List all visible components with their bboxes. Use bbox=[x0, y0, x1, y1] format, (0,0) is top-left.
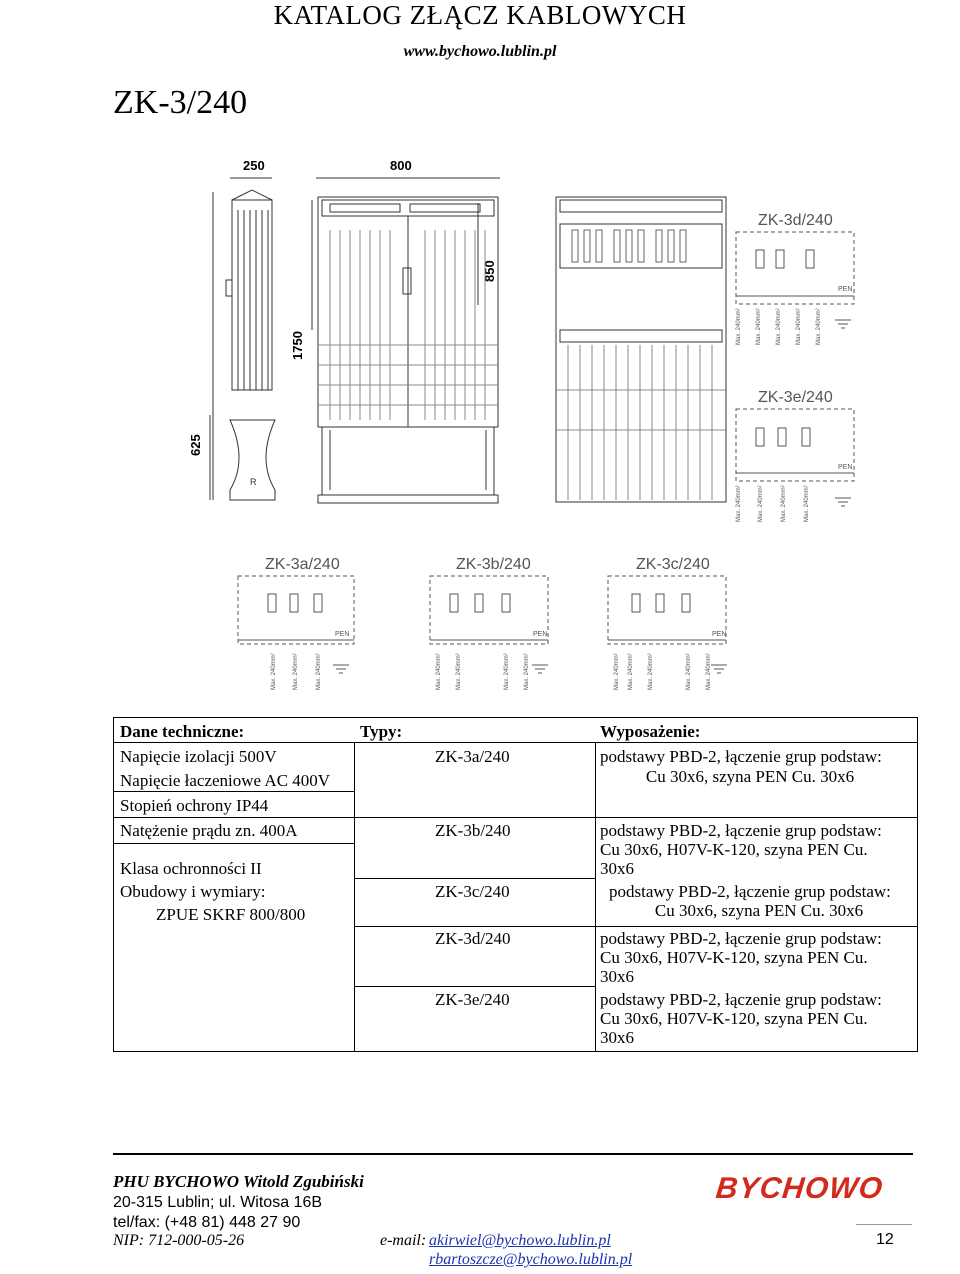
cable-label: Max. 240mm² bbox=[456, 653, 462, 690]
pen-label-c: PEN bbox=[712, 631, 727, 638]
equip-line: Cu 30x6, szyna PEN Cu. 30x6 bbox=[654, 901, 864, 920]
cable-label: Max. 240mm² bbox=[736, 308, 742, 345]
front-view bbox=[318, 197, 498, 503]
schematic-frame-d bbox=[736, 232, 854, 304]
cable-label: Max. 240mm² bbox=[776, 308, 782, 345]
cable-label: Max. 240mm² bbox=[804, 485, 810, 522]
equip-line: podstawy PBD-2, łączenie grup podstaw: bbox=[600, 929, 882, 948]
cable-label: Max. 240mm² bbox=[706, 653, 712, 690]
equip-line: Cu 30x6, H07V-K-120, szyna PEN Cu. bbox=[600, 1009, 868, 1028]
footer-address: 20-315 Lublin; ul. Witosa 16B bbox=[113, 1194, 323, 1211]
schematic-title-b: ZK-3b/240 bbox=[456, 556, 531, 573]
cable-label: Max. 240mm² bbox=[816, 308, 822, 345]
dim-door-height: 850 bbox=[482, 260, 497, 282]
header-url[interactable]: www.bychowo.lublin.pl bbox=[403, 43, 557, 60]
equip-line: Cu 30x6, H07V-K-120, szyna PEN Cu. bbox=[600, 840, 868, 859]
schematic-frame-b bbox=[430, 576, 548, 644]
product-title: ZK-3/240 bbox=[113, 84, 248, 121]
inside-view bbox=[556, 197, 726, 502]
schematic-frame-c bbox=[608, 576, 726, 644]
header-equipment: Wyposażenie: bbox=[600, 722, 701, 741]
schematic-title-a: ZK-3a/240 bbox=[265, 556, 340, 573]
cable-label: Max. 240mm² bbox=[756, 308, 762, 345]
type-item: ZK-3c/240 bbox=[435, 882, 510, 901]
dim-width-front: 800 bbox=[390, 158, 412, 173]
equip-line: podstawy PBD-2, łączenie grup podstaw: bbox=[609, 882, 891, 901]
footer-company: PHU BYCHOWO Witold Zgubiński bbox=[113, 1172, 364, 1191]
technical-data-table bbox=[113, 717, 918, 1052]
cable-label: Max. 240mm² bbox=[614, 653, 620, 690]
equip-line: podstawy PBD-2, łączenie grup podstaw: bbox=[600, 990, 882, 1009]
tech-item: Stopień ochrony IP44 bbox=[120, 796, 269, 815]
tech-item: Natężenie prądu zn. 400A bbox=[120, 821, 298, 840]
cable-label: Max. 240mm² bbox=[758, 485, 764, 522]
cable-label: Max. 240mm² bbox=[781, 485, 787, 522]
pen-label-e: PEN bbox=[838, 464, 853, 471]
equip-line: Cu 30x6, szyna PEN Cu. 30x6 bbox=[645, 767, 855, 786]
tech-item: Obudowy i wymiary: bbox=[120, 882, 266, 901]
equip-line: Cu 30x6, H07V-K-120, szyna PEN Cu. bbox=[600, 948, 868, 967]
footer-email-link-2[interactable]: rbartoszcze@bychowo.lublin.pl bbox=[429, 1251, 633, 1268]
pen-label-a: PEN bbox=[335, 631, 350, 638]
equip-line: 30x6 bbox=[600, 1028, 634, 1047]
cable-label: Max. 240mm² bbox=[436, 653, 442, 690]
dim-base-height: 625 bbox=[188, 434, 203, 456]
dim-total-height: 1750 bbox=[290, 331, 305, 360]
equip-line: podstawy PBD-2, łączenie grup podstaw: bbox=[600, 747, 882, 766]
bychowo-logo: BYCHOWO bbox=[714, 1172, 885, 1205]
tech-item: ZPUE SKRF 800/800 bbox=[156, 905, 306, 924]
footer-nip: NIP: 712-000-05-26 bbox=[113, 1232, 245, 1249]
cable-label: Max. 240mm² bbox=[504, 653, 510, 690]
footer-email-link-1[interactable]: akirwiel@bychowo.lublin.pl bbox=[429, 1232, 611, 1249]
footer-phone: tel/fax: (+48 81) 448 27 90 bbox=[113, 1214, 301, 1231]
pen-label-d: PEN bbox=[838, 286, 853, 293]
footer-email-label: e-mail: bbox=[380, 1232, 427, 1249]
tech-item: Napięcie łaczeniowe AC 400V bbox=[120, 771, 331, 790]
dim-width-side: 250 bbox=[243, 158, 265, 173]
header-types: Typy: bbox=[360, 722, 403, 741]
cable-label: Max. 240mm² bbox=[686, 653, 692, 690]
equip-line: 30x6 bbox=[600, 859, 634, 878]
schematic-title-e: ZK-3e/240 bbox=[758, 389, 833, 406]
schematic-title-c: ZK-3c/240 bbox=[636, 556, 710, 573]
cable-label: Max. 240mm² bbox=[736, 485, 742, 522]
header-tech-data: Dane techniczne: bbox=[120, 722, 245, 741]
cable-label: Max. 240mm² bbox=[648, 653, 654, 690]
cable-label: Max. 240mm² bbox=[271, 653, 277, 690]
type-item: ZK-3e/240 bbox=[435, 990, 510, 1009]
side-view bbox=[226, 190, 275, 500]
pen-label-b: PEN bbox=[533, 631, 548, 638]
type-item: ZK-3b/240 bbox=[435, 821, 511, 840]
catalog-title: KATALOG ZŁĄCZ KABLOWYCH bbox=[273, 0, 687, 30]
cable-label: Max. 240mm² bbox=[796, 308, 802, 345]
page-number: 12 bbox=[876, 1231, 894, 1248]
svg-text:R: R bbox=[250, 477, 257, 487]
equip-line: podstawy PBD-2, łączenie grup podstaw: bbox=[600, 821, 882, 840]
schematic-title-d: ZK-3d/240 bbox=[758, 212, 833, 229]
footer-divider bbox=[113, 1153, 913, 1155]
cable-label: Max. 240mm² bbox=[293, 653, 299, 690]
cable-label: Max. 240mm² bbox=[628, 653, 634, 690]
page-number-rule bbox=[856, 1224, 912, 1225]
cable-label: Max. 240mm² bbox=[524, 653, 530, 690]
cable-label: Max. 240mm² bbox=[316, 653, 322, 690]
schematic-frame-e bbox=[736, 409, 854, 481]
tech-item: Klasa ochronności II bbox=[120, 859, 262, 878]
equip-line: 30x6 bbox=[600, 967, 634, 986]
type-item: ZK-3a/240 bbox=[435, 747, 510, 766]
tech-item: Napięcie izolacji 500V bbox=[120, 747, 277, 766]
type-item: ZK-3d/240 bbox=[435, 929, 511, 948]
